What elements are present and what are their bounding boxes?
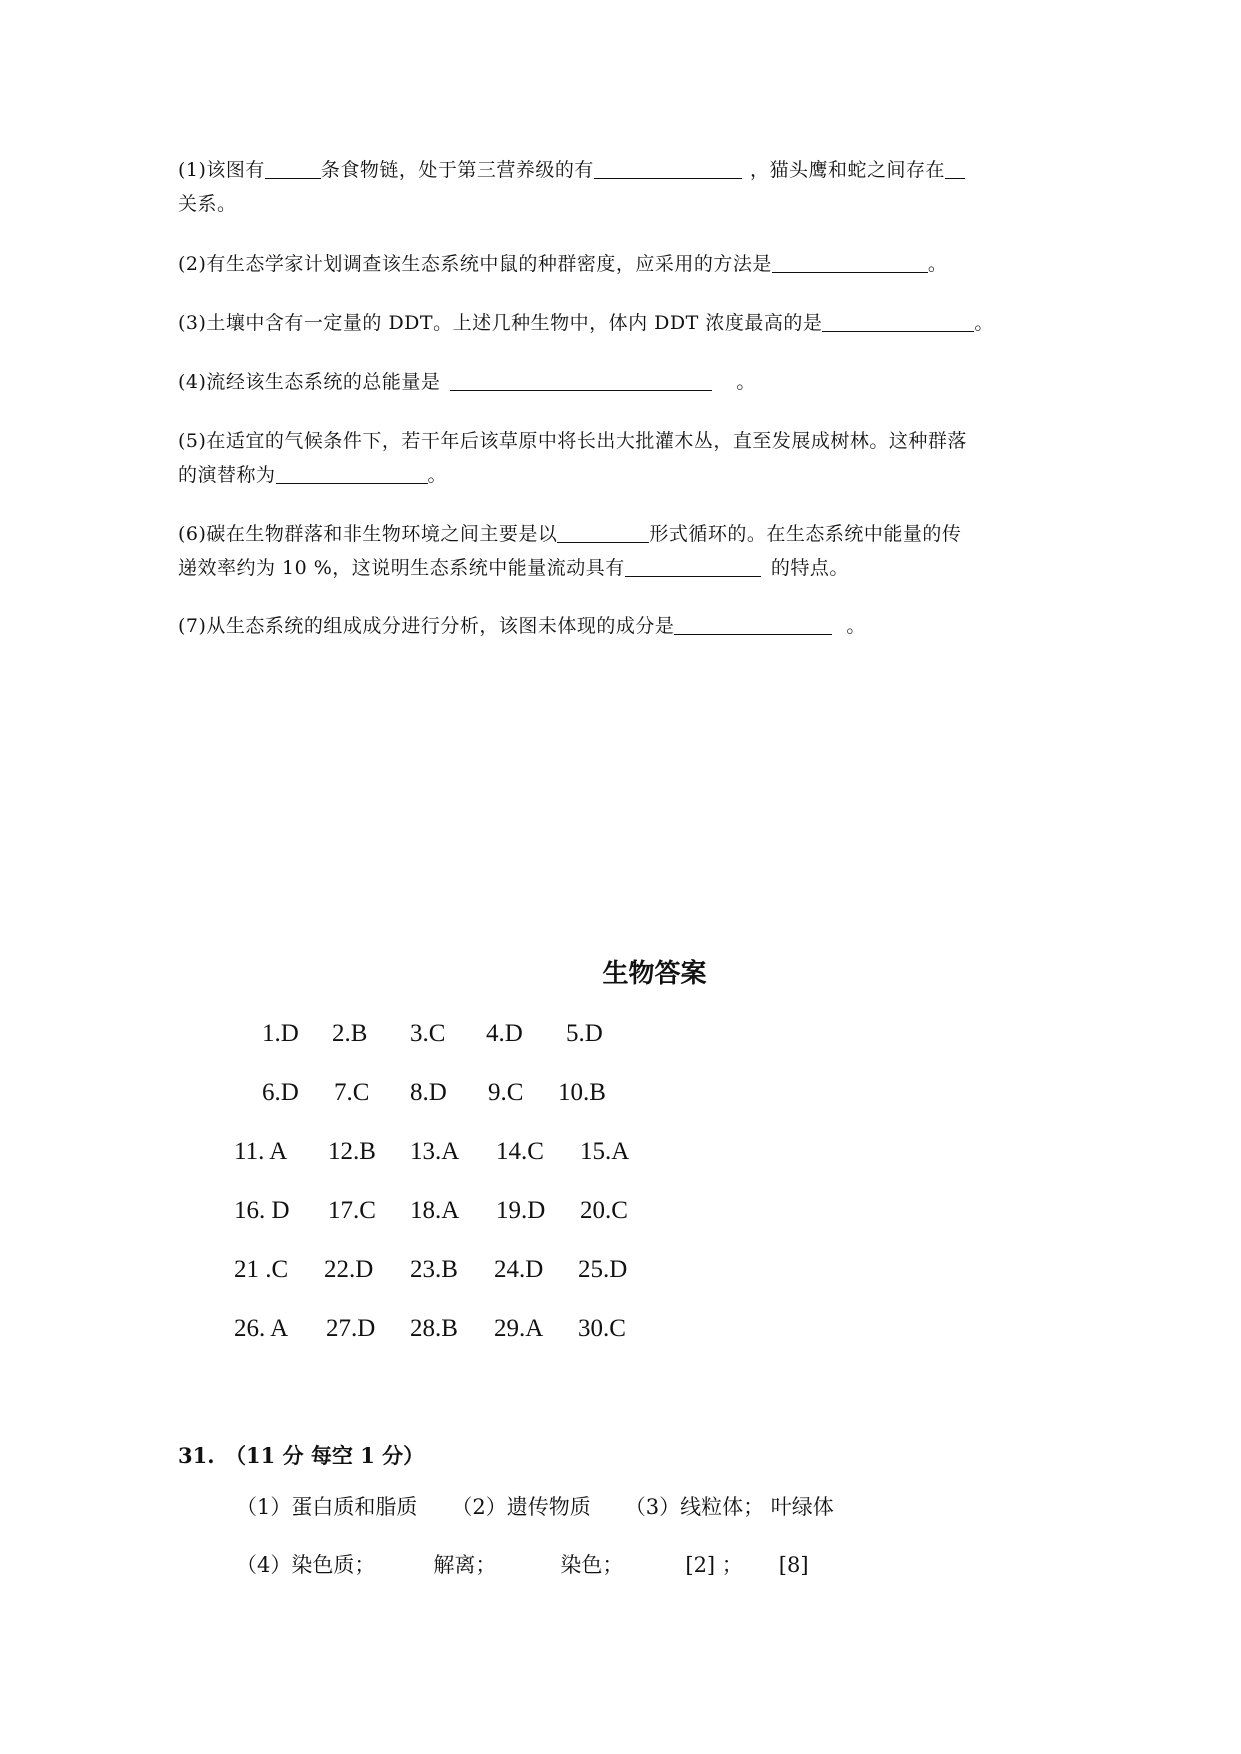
q5-text-a: (5)在适宜的气候条件下，若干年后该草原中将长出大批灌木丛，直至发展成树林。这种群落: [178, 430, 967, 452]
q1-text-c: ，猫头鹰和蛇之间存在: [749, 159, 945, 181]
answer-item: 1.D: [262, 1020, 299, 1047]
s31-answer-7: [2] ；: [685, 1553, 743, 1577]
s31-answer-1: （1）蛋白质和脂质: [236, 1495, 418, 1519]
answer-item: 3.C: [410, 1020, 446, 1047]
q7-text-a: (7)从生态系统的组成成分进行分析，该图未体现的成分是: [178, 615, 675, 637]
question-4: [178, 365, 1068, 399]
section-31-line-1: [236, 1491, 868, 1521]
answer-item: 10.B: [558, 1079, 606, 1106]
q7-blank-component[interactable]: [674, 612, 832, 635]
answer-item: 30.C: [578, 1315, 626, 1342]
answer-item: 15.A: [580, 1138, 630, 1165]
s31-answer-2: （2）遗传物质: [451, 1495, 591, 1519]
s31-answer-8: [8]: [778, 1553, 809, 1577]
q6-blank-energy-feature[interactable]: [625, 554, 761, 577]
question-2: [178, 247, 1068, 281]
answer-item: 7.C: [334, 1079, 370, 1106]
section-31-line-2: [236, 1549, 843, 1579]
q1-blank-count[interactable]: [265, 156, 321, 179]
answer-item: 11. A: [234, 1138, 288, 1165]
question-6: [178, 517, 1068, 585]
question-7: [178, 609, 1068, 643]
section-31-heading: 31. （11 分 每空 1 分）: [178, 1443, 425, 1468]
question-5: [178, 424, 1068, 492]
q2-blank-method[interactable]: [772, 250, 928, 273]
answer-item: 16. D: [234, 1197, 290, 1224]
answer-item: 18.A: [410, 1197, 460, 1224]
answer-item: 25.D: [578, 1256, 628, 1283]
q1-text-d: 关系。: [178, 193, 237, 215]
answer-item: 22.D: [324, 1256, 374, 1283]
q5-text-b: 的演替称为: [178, 464, 276, 486]
answers-title: 生物答案: [602, 959, 707, 989]
q4-blank-energy[interactable]: [450, 368, 712, 391]
answer-item: 14.C: [496, 1138, 544, 1165]
q2-text-a: (2)有生态学家计划调查该生态系统中鼠的种群密度，应采用的方法是: [178, 253, 772, 275]
s31-answer-6: 染色；: [560, 1553, 624, 1577]
answer-item: 19.D: [496, 1197, 546, 1224]
q4-text-b: 。: [736, 371, 756, 393]
question-1: [178, 153, 1068, 221]
answer-item: 26. A: [234, 1315, 289, 1342]
q3-blank-ddt[interactable]: [822, 309, 974, 332]
answer-item: 9.C: [488, 1079, 524, 1106]
answer-item: 13.A: [410, 1138, 460, 1165]
answer-item: 5.D: [566, 1020, 603, 1047]
q1-blank-relation[interactable]: [945, 156, 965, 179]
answer-item: 20.C: [580, 1197, 628, 1224]
answer-item: 21 .C: [234, 1256, 289, 1283]
q1-text-a: (1)该图有: [178, 159, 265, 181]
q4-text-a: (4)流经该生态系统的总能量是: [178, 371, 441, 393]
answer-item: 27.D: [326, 1315, 376, 1342]
q3-text-b: 。: [974, 312, 994, 334]
q6-text-a: (6)碳在生物群落和非生物环境之间主要是以: [178, 523, 558, 545]
answer-item: 17.C: [328, 1197, 376, 1224]
q2-text-b: 。: [927, 253, 948, 275]
answer-item: 28.B: [410, 1315, 458, 1342]
answer-item: 2.B: [332, 1020, 368, 1047]
question-3: [178, 306, 1068, 340]
q3-text-a: (3)土壤中含有一定量的 DDT。上述几种生物中，体内 DDT 浓度最高的是: [178, 312, 823, 334]
q1-text-b: 条食物链，处于第三营养级的有: [320, 159, 594, 181]
q6-text-c: 递效率约为 10 %，这说明生态系统中能量流动具有: [178, 557, 625, 579]
answer-item: 6.D: [262, 1079, 299, 1106]
q5-blank-succession[interactable]: [276, 461, 428, 484]
q7-text-b: 。: [846, 615, 866, 637]
answer-item: 24.D: [494, 1256, 544, 1283]
q6-text-b: 形式循环的。在生态系统中能量的传: [649, 523, 962, 545]
s31-answer-4: （4）染色质；: [236, 1553, 376, 1577]
s31-answer-5: 解离；: [433, 1553, 497, 1577]
answer-item: 23.B: [410, 1256, 458, 1283]
answer-item: 8.D: [410, 1079, 447, 1106]
q6-blank-carbon-form[interactable]: [557, 520, 649, 543]
q6-text-d: 的特点。: [770, 557, 849, 579]
s31-answer-3: （3）线粒体； 叶绿体: [624, 1495, 834, 1519]
answer-item: 29.A: [494, 1315, 544, 1342]
q5-text-c: 。: [427, 464, 448, 486]
answer-item: 4.D: [486, 1020, 523, 1047]
q1-blank-third-level[interactable]: [594, 156, 742, 179]
answer-item: 12.B: [328, 1138, 376, 1165]
